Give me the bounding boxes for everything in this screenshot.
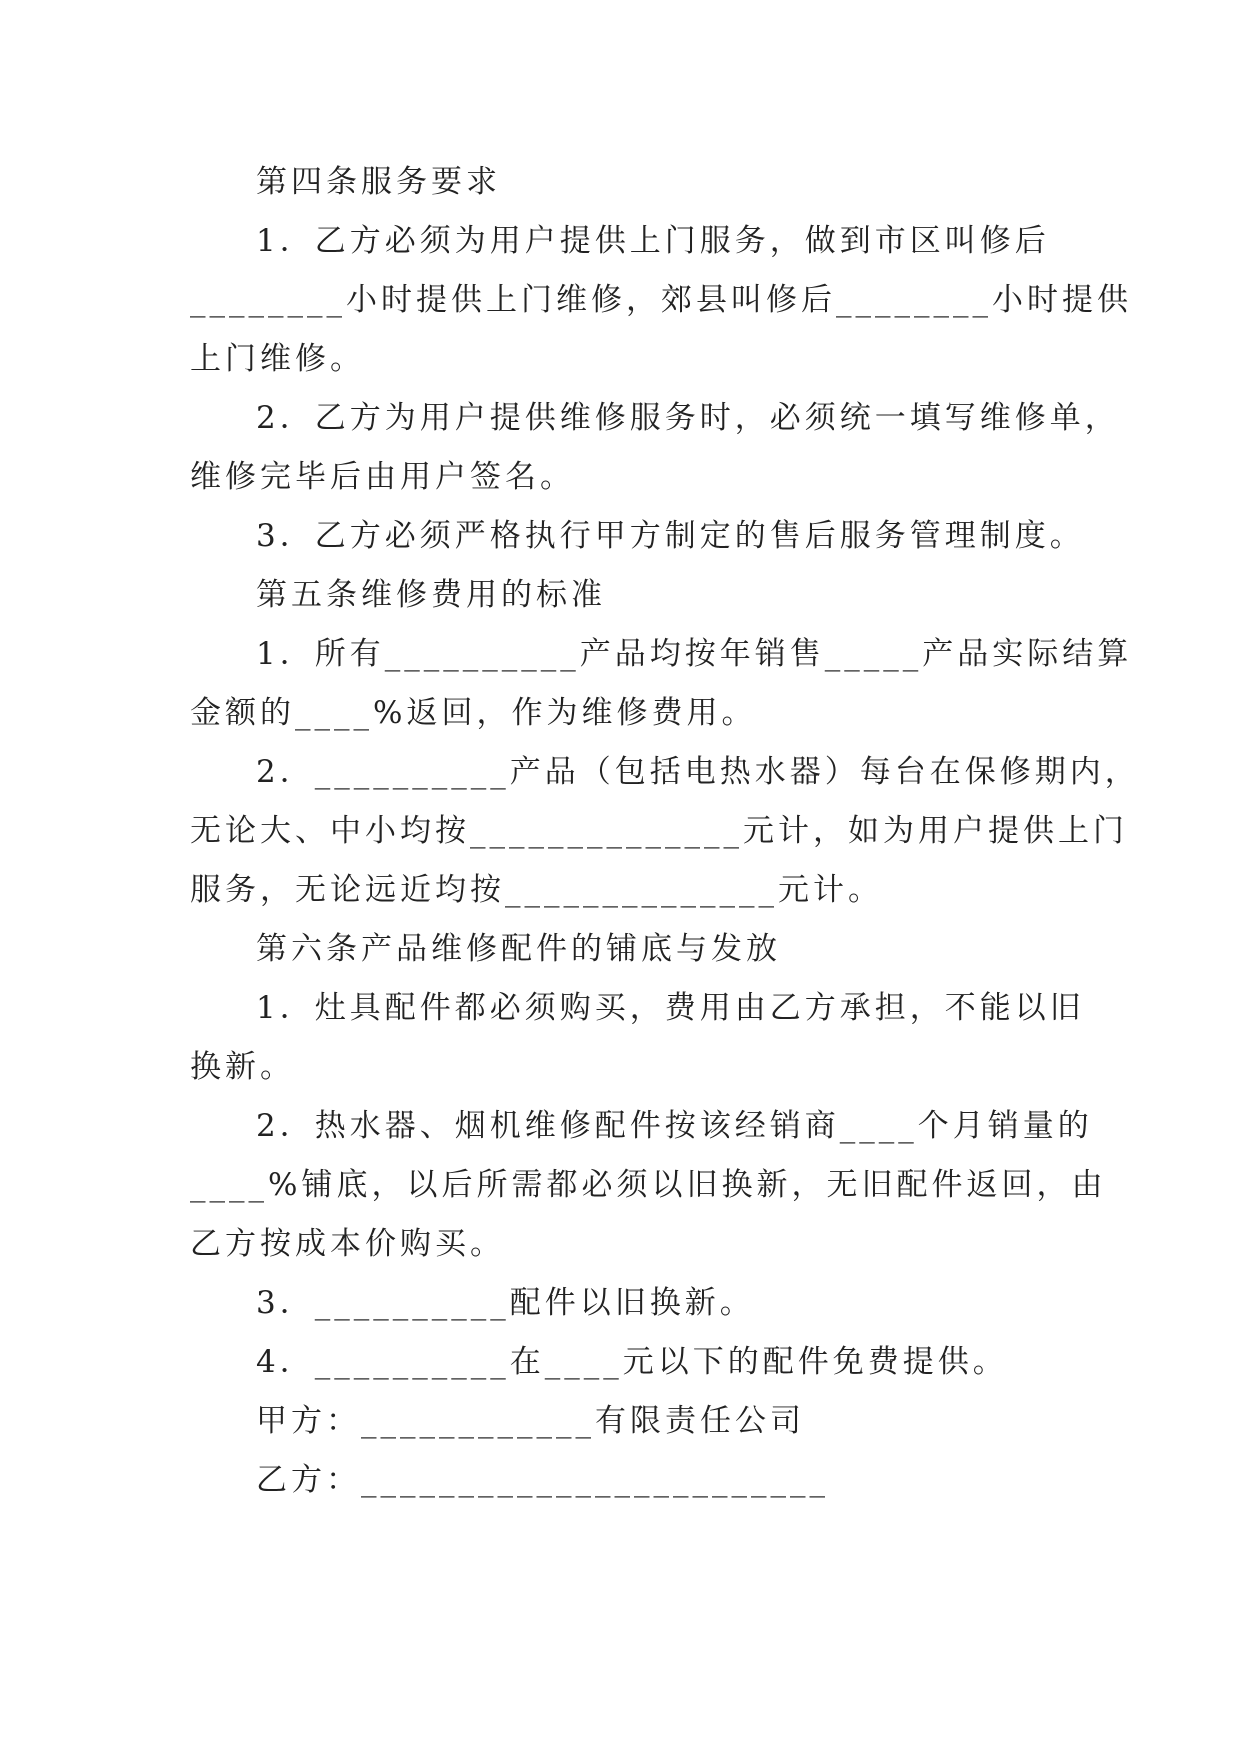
paragraph-line: 换新。: [190, 1049, 295, 1085]
paragraph-line: 1．乙方必须为用户提供上门服务，做到市区叫修后: [256, 223, 1050, 259]
paragraph-line: 3．__________配件以旧换新。: [256, 1285, 755, 1321]
paragraph-line: 金额的____%返回，作为维修费用。: [190, 695, 757, 731]
paragraph-line: 上门维修。: [190, 341, 365, 377]
paragraph-line: 服务，无论远近均按______________元计。: [190, 872, 883, 908]
section-6-heading: 第六条产品维修配件的铺底与发放: [256, 931, 781, 967]
paragraph-line: 1．灶具配件都必须购买，费用由乙方承担，不能以旧: [256, 990, 1085, 1026]
paragraph-line: ____%铺底，以后所需都必须以旧换新，无旧配件返回，由: [190, 1167, 1107, 1203]
paragraph-line: 无论大、中小均按______________元计，如为用户提供上门: [190, 813, 1128, 849]
paragraph-line: 维修完毕后由用户签名。: [190, 459, 575, 495]
paragraph-line: 3．乙方必须严格执行甲方制定的售后服务管理制度。: [256, 518, 1085, 554]
paragraph-line: 2．乙方为用户提供维修服务时，必须统一填写维修单，: [256, 400, 1120, 436]
paragraph-line: 乙方按成本价购买。: [190, 1226, 505, 1262]
document-body: [190, 153, 1140, 1510]
section-5-heading: 第五条维修费用的标准: [256, 577, 606, 613]
paragraph-line: 4．__________在____元以下的配件免费提供。: [256, 1344, 1008, 1380]
party-b-signature-line: 乙方：________________________: [256, 1462, 829, 1498]
paragraph-line: 2．__________产品（包括电热水器）每台在保修期内，: [256, 754, 1140, 790]
paragraph-line: ________小时提供上门维修，郊县叫修后________小时提供: [190, 282, 1132, 318]
paragraph-line: 2．热水器、烟机维修配件按该经销商____个月销量的: [256, 1108, 1093, 1144]
paragraph-line: 1．所有__________产品均按年销售_____产品实际结算: [256, 636, 1133, 672]
party-a-signature-line: 甲方：____________有限责任公司: [256, 1403, 805, 1439]
section-4-heading: 第四条服务要求: [256, 164, 501, 200]
